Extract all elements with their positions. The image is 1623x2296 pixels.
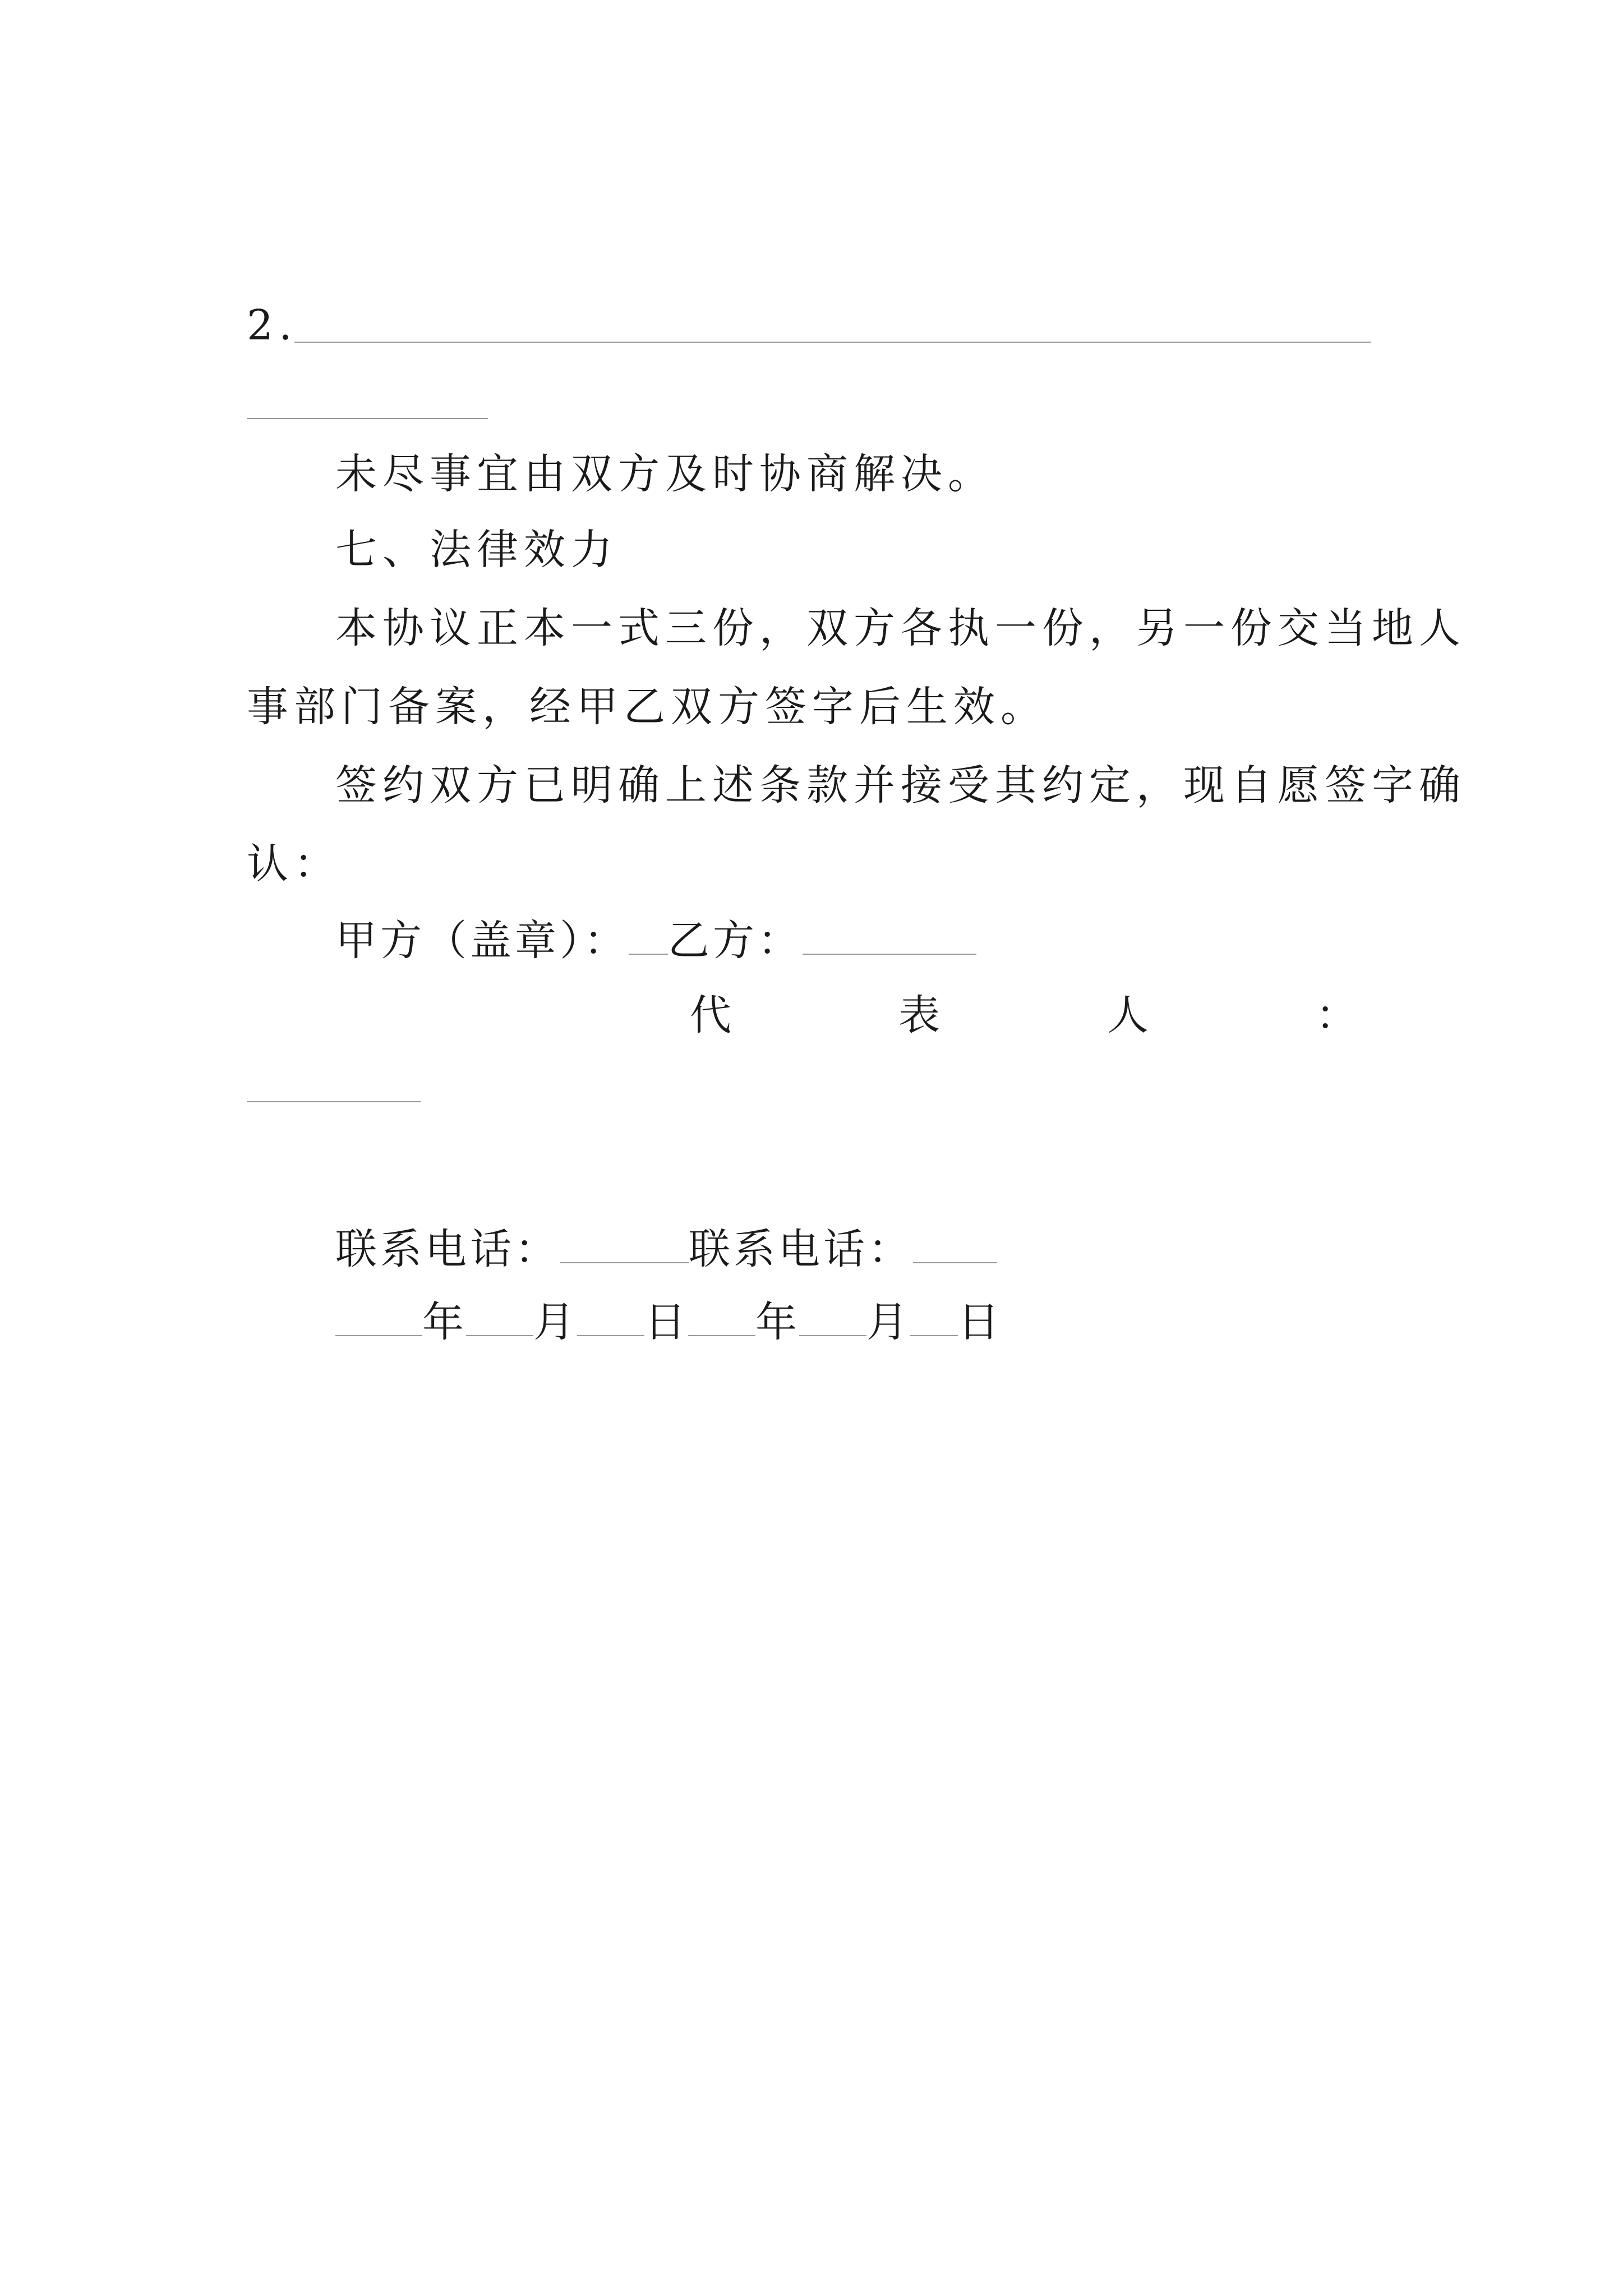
item-2-blank[interactable]: [294, 342, 1371, 343]
item-2-line: [247, 300, 298, 351]
date-day-b: 日: [958, 1298, 1002, 1346]
date-year-a: 年: [422, 1298, 466, 1346]
phone-label-b: 联系电话：: [689, 1225, 913, 1273]
date-month-b: 月: [866, 1298, 910, 1346]
phone-a-blank[interactable]: [560, 1223, 689, 1263]
para-confirm-line-1: 签约双方已明确上述条款并接受其约定，现自愿签字确: [335, 761, 1466, 809]
representative-char-2: 表: [898, 991, 940, 1039]
signature-line: [335, 914, 976, 966]
representative-char-3: 人: [1107, 991, 1149, 1039]
party-a-blank[interactable]: [629, 914, 668, 955]
date-line: [335, 1296, 1002, 1347]
party-b-blank[interactable]: [803, 914, 976, 955]
phone-line: [335, 1223, 997, 1274]
clause-unresolved: 未尽事宜由双方及时协商解决。: [335, 450, 995, 498]
para-copies-line-2: 事部门备案，经甲乙双方签字后生效。: [247, 683, 1048, 731]
date-day-a: 日: [644, 1298, 688, 1346]
month-a-blank[interactable]: [466, 1296, 533, 1336]
phone-b-blank[interactable]: [913, 1223, 997, 1263]
party-a-label: 甲方（盖章）：: [335, 917, 629, 965]
party-b-label: 乙方：: [668, 917, 803, 965]
representative-blank[interactable]: [247, 1101, 421, 1102]
item-2-blank-continued[interactable]: [247, 418, 488, 419]
day-a-blank[interactable]: [577, 1296, 644, 1336]
representative-char-1: 代: [690, 991, 731, 1039]
para-confirm-line-2: 认：: [247, 840, 341, 888]
representative-line: [690, 990, 1357, 1041]
representative-char-4: ：: [1316, 991, 1357, 1039]
section-7-title: 七、法律效力: [335, 526, 618, 574]
phone-label-a: 联系电话：: [335, 1225, 560, 1273]
date-year-b: 年: [755, 1298, 799, 1346]
year-b-blank[interactable]: [688, 1296, 755, 1336]
month-b-blank[interactable]: [799, 1296, 866, 1336]
item-2-number: 2.: [247, 301, 298, 349]
para-copies-line-1: 本协议正本一式三份，双方各执一份，另一份交当地人: [335, 604, 1466, 652]
year-a-blank[interactable]: [335, 1296, 422, 1336]
date-month-a: 月: [533, 1298, 577, 1346]
day-b-blank[interactable]: [910, 1296, 958, 1336]
